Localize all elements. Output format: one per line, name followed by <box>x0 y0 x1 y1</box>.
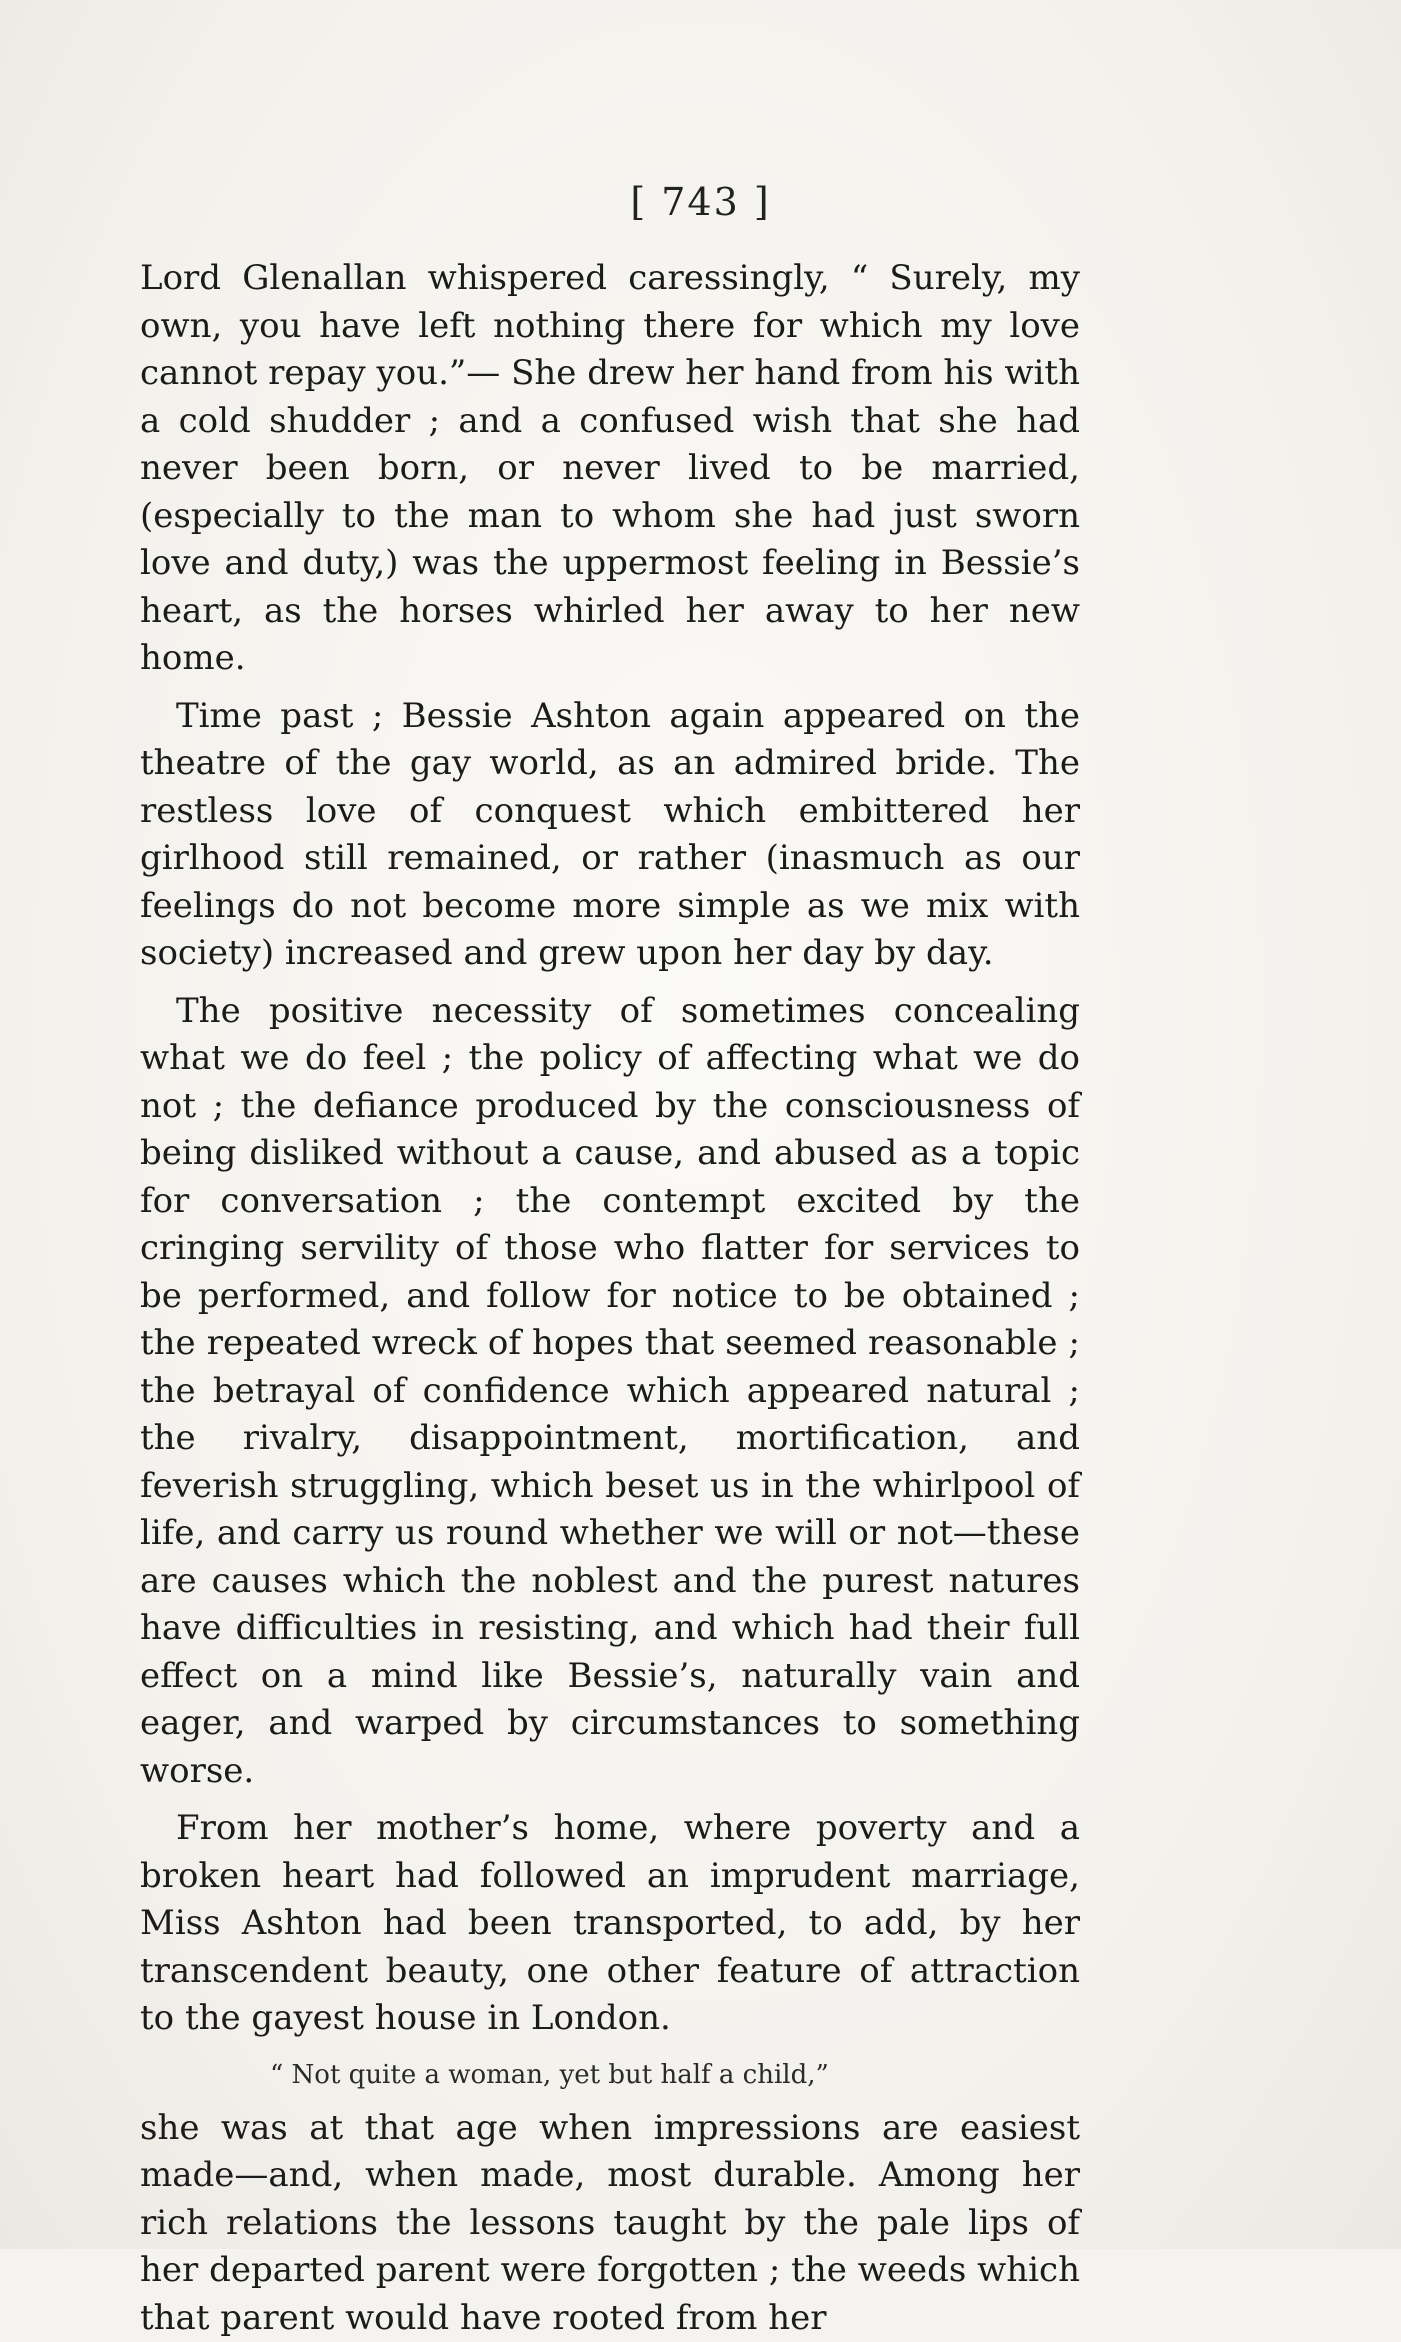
paragraph-mothers-home: From her mother’s home, where poverty and a broken heart had followed an imprudent marriage, Miss Ashton had been transported, to add, by her transcendent beauty, one other feature of attraction to the gayest house in London. <box>140 1805 1080 2043</box>
paragraph-continuation: she was at that age when impressions are easiest made—and, when made, most durable. Among her rich relations the lessons taught by the pale lips of her departed parent were forgotten ; the weeds which that parent would have rooted from her <box>140 2105 1080 2342</box>
paragraph-time-past: Time past ; Bessie Ashton again appeared on the theatre of the gay world, as an admired bride. The restless love of conquest which embittered her girlhood still remained, or rather (inasmuch as our feelings do not become more simple as we mix with society) increased and grew upon her day by day. <box>140 693 1080 978</box>
body-text <box>140 255 1080 2342</box>
paragraph-positive-necessity: The positive necessity of sometimes concealing what we do feel ; the policy of affecting what we do not ; the defiance produced by the consciousness of being disliked without a cause, and abused as a topic for conversation ; the contempt excited by the cringing servility of those who flatter for services to be performed, and follow for notice to be obtained ; the repeated wreck of hopes that seemed reasonable ; the betrayal of confidence which appeared natural ; the rivalry, disappointment, mortification, and feverish struggling, which beset us in the whirlpool of life, and carry us round whether we will or not—these are causes which the noblest and the purest natures have difficulties in resisting, and which had their full effect on a mind like Bessie’s, naturally vain and eager, and warped by circumstances to something worse. <box>140 988 1080 1796</box>
paragraph-glenallan: Lord Glenallan whispered caressingly, “ Surely, my own, you have left nothing there for which my love cannot repay you.”— She drew her hand from his with a cold shudder ; and a confused wish that she had never been born, or never lived to be married, (especially to the man to whom she had just sworn love and duty,) was the uppermost feeling in Bessie’s heart, as the horses whirled her away to her new home. <box>140 255 1080 683</box>
quotation-line: “ Not quite a woman, yet but half a child,” <box>140 2053 1080 2097</box>
page-number: [ 743 ] <box>0 180 1401 224</box>
